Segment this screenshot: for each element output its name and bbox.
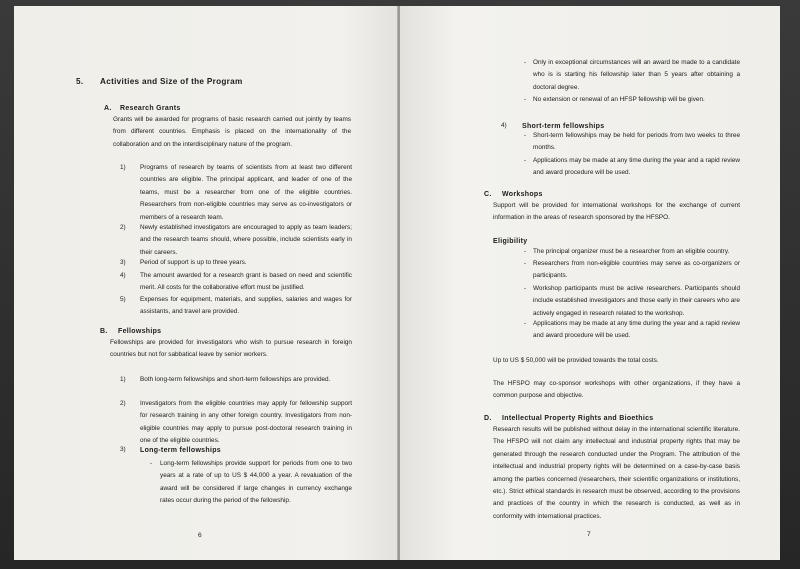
page-number: 6: [198, 532, 202, 539]
subsection-d-title: Intellectual Property Rights and Bioethics: [502, 415, 654, 422]
list-number: 2): [120, 224, 126, 231]
subsection-d-letter: D.: [484, 415, 492, 422]
list-item: Expenses for equipment, materials, and supplies, salaries and wages for assistants, and travel are provided.: [140, 296, 352, 316]
workshops-intro: Support will be provided for international workshops for the exchange of current information in the areas of research sponsored by the HFSPO.: [493, 202, 740, 222]
left-page: [14, 6, 398, 560]
bullet-dash: -: [524, 285, 527, 292]
list-number: 1): [120, 376, 126, 383]
short-term-title: Short-term fellowships: [522, 123, 605, 130]
list-item: Investigators from the eligible countries may apply for fellowship support for research training in any other foreign country. Investigators from non-eligible countries may apply to pursue post-doctoral research training in one of the eligible countries.: [140, 400, 352, 445]
bullet-item: Applications may be made at any time during the year and a rapid review and award procedure will be used.: [533, 320, 740, 340]
right-page: [400, 6, 780, 560]
list-item: Both long-term fellowships and short-term fellowships are provided.: [140, 376, 331, 383]
list-item: The amount awarded for a research grant is based on need and scientific merit. All costs for the collaborative effort must be justified.: [140, 272, 352, 292]
list-number: 2): [120, 400, 126, 407]
list-number: 3): [120, 259, 126, 266]
page-number: 7: [587, 531, 591, 538]
research-grants-intro: Grants will be awarded for programs of basic research carried out jointly by teams from different countries. Emphasis is placed on the internationality of the collaboration and on the interdisciplinary nature of the program.: [113, 116, 351, 148]
bullet-dash: -: [524, 132, 527, 139]
bullet-dash: -: [524, 320, 527, 327]
bullet-item: Applications may be made at any time during the year and a rapid review and award procedure will be used.: [533, 157, 740, 177]
list-number: 4): [501, 122, 507, 129]
list-item: Newly established investigators are encouraged to apply as team leaders; and the research teams should, where possible, include scientists early in their careers.: [140, 224, 352, 256]
subsection-c-letter: C.: [484, 191, 492, 198]
ip-rights-text: Research results will be published without delay in the international scientific literature. The HFSPO will not claim any intellectual and industrial property rights that may be generated through the research conducted under the Program. The attribution of the intellectual and industrial property rights will be determined on a case-by-case basis among the parties concerned (researchers, their scientific organizations or institutions, etc.). Strict ethical standards in research must be observed, according to the provisions and practices of the country in which the research is conducted, as well as in conformity with international practices.: [493, 426, 740, 520]
list-number: 1): [120, 164, 126, 171]
bullet-item: Researchers from non-eligible countries may serve as co-organizers or participants.: [533, 260, 740, 280]
bullet-dash: -: [524, 248, 527, 255]
bullet-dash: -: [524, 260, 527, 267]
list-number: 5): [120, 296, 126, 303]
subsection-a-title: Research Grants: [120, 105, 181, 112]
section-title: Activities and Size of the Program: [100, 77, 243, 86]
workshop-cosponsor: The HFSPO may co-sponsor workshops with other organizations, if they have a common purpose and objective.: [493, 380, 740, 400]
subsection-b-title: Fellowships: [118, 328, 162, 335]
subsection-c-title: Workshops: [502, 191, 543, 198]
workshop-funding: Up to US $ 50,000 will be provided towards the total costs.: [493, 357, 659, 364]
bullet-item: Short-term fellowships may be held for periods from two weeks to three months.: [533, 132, 740, 152]
eligibility-title: Eligibility: [493, 238, 528, 245]
section-number: 5.: [76, 77, 84, 86]
bullet-item: No extension or renewal of an HFSP fellowship will be given.: [533, 96, 705, 103]
subsection-a-letter: A.: [104, 105, 112, 112]
bullet-dash: -: [524, 96, 527, 103]
list-item: Period of support is up to three years.: [140, 259, 247, 266]
long-term-title: Long-term fellowships: [140, 447, 221, 454]
bullet-item: The principal organizer must be a researcher from an eligible country.: [533, 248, 730, 255]
long-term-bullet: Long-term fellowships provide support for periods from one to two years at a rate of up to US $ 44,000 a year. A revaluation of the award will be considered if large changes in currency exchange rates occur during the period of the fellowship.: [160, 460, 352, 505]
bullet-item: Only in exceptional circumstances will an award be made to a candidate who is is starting his fellowship later than 5 years after obtaining a doctoral degree.: [533, 59, 740, 91]
bullet-dash: -: [524, 157, 527, 164]
list-number: 3): [120, 446, 126, 453]
list-item: Programs of research by teams of scientists from at least two different countries are eligible. The principal applicant, and leader of one of the teams, must be a researcher from one of the eligible countries. Researchers from non-eligible countries may serve as co-investigators or members of a research team.: [140, 164, 352, 221]
subsection-b-letter: B.: [100, 328, 108, 335]
bullet-item: Workshop participants must be active researchers. Participants should include established investigators and those early in their careers who are actively engaged in research related to the workshop.: [533, 285, 740, 317]
list-number: 4): [120, 272, 126, 279]
fellowships-intro: Fellowships are provided for investigators who wish to pursue research in foreign countries but not for sabbatical leave by senior workers.: [110, 339, 352, 359]
bullet-dash: -: [150, 460, 153, 467]
bullet-dash: -: [524, 59, 527, 66]
